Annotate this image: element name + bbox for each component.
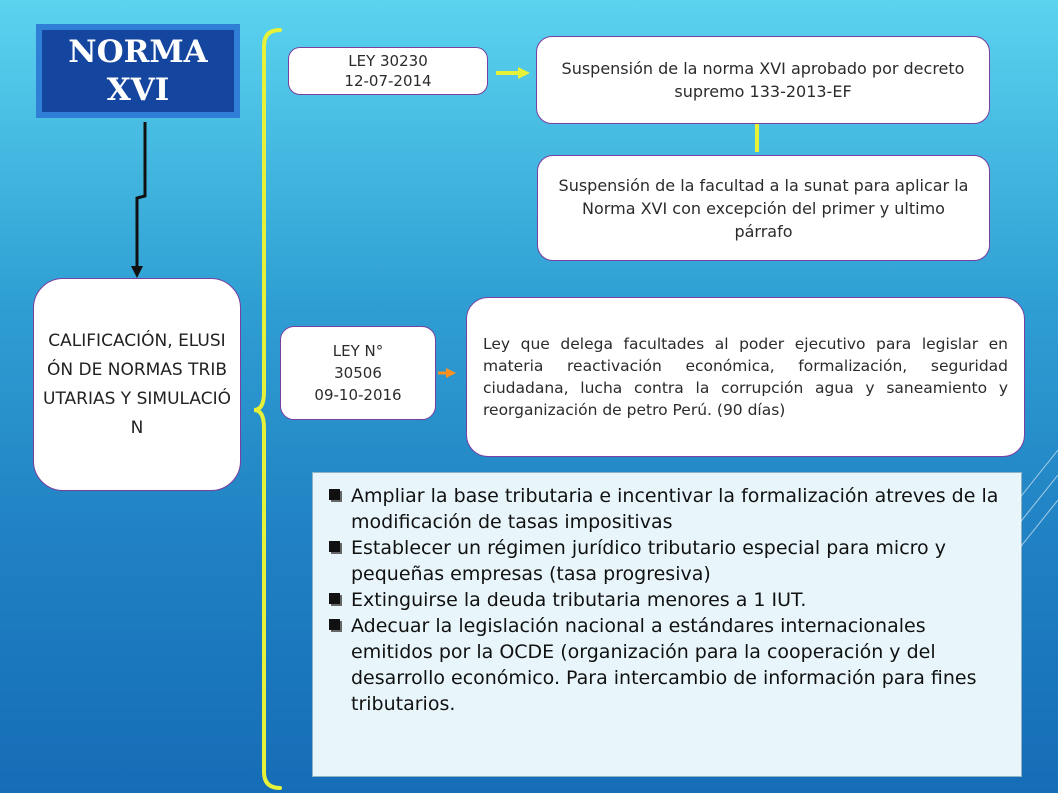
law-30230-date: 12-07-2014 xyxy=(344,72,432,90)
objective-text: Adecuar la legislación nacional a estándares internacionales emitidos por la OCDE (organización para la cooperación y del desarrollo económico. Para intercambio de información para fines tributarios. xyxy=(351,615,977,715)
law-30230-name: LEY 30230 xyxy=(348,52,428,70)
law-30506-date: 09-10-2016 xyxy=(314,386,402,404)
objective-text: Establecer un régimen jurídico tributario especial para micro y pequeñas empresas (tasa progresiva) xyxy=(351,537,946,585)
objectives-panel xyxy=(312,472,1022,777)
objective-item xyxy=(329,535,1007,587)
curly-bracket xyxy=(254,30,280,788)
law-30230-detail-2 xyxy=(537,155,990,261)
law-30506-number: 30506 xyxy=(334,364,382,382)
law-30230-detail-1 xyxy=(536,36,990,124)
law-30230-node xyxy=(288,47,488,95)
root-node xyxy=(33,278,241,491)
law-30230-detail-1-text: Suspensión de la norma XVI aprobado por decreto supremo 133-2013-EF xyxy=(561,59,965,101)
checkbox-bullet-icon xyxy=(329,541,340,552)
objective-text: Ampliar la base tributaria e incentivar la formalización atreves de la modificación de tasas impositivas xyxy=(351,485,999,533)
law-30506-name: LEY N° xyxy=(332,342,384,360)
objective-text: Extinguirse la deuda tributaria menores a 1 IUT. xyxy=(351,589,807,611)
title-text xyxy=(42,30,234,112)
title-box xyxy=(36,24,240,118)
law-30230-detail-2-text: Suspensión de la facultad a la sunat para aplicar la Norma XVI con excepción del primer y ultimo párrafo xyxy=(558,175,969,241)
title-to-root-arrowhead xyxy=(131,266,143,278)
checkbox-bullet-icon xyxy=(329,593,340,604)
objective-item xyxy=(329,587,1007,613)
root-node-label: CALIFICACIÓN, ELUSIÓN DE NORMAS TRIBUTARIAS Y SIMULACIÓN xyxy=(43,330,231,438)
law2-arrowhead xyxy=(446,368,456,378)
objective-item xyxy=(329,483,1007,535)
title-to-root-connector xyxy=(137,122,145,268)
checkbox-bullet-icon xyxy=(329,619,340,630)
law1-arrowhead xyxy=(518,67,530,79)
decorative-lines xyxy=(1018,430,1058,630)
title-line-1: NORMA xyxy=(68,34,208,70)
law-30506-detail xyxy=(466,297,1025,457)
title-line-2: XVI xyxy=(106,72,170,108)
objective-item xyxy=(329,613,1007,717)
checkbox-bullet-icon xyxy=(329,489,340,500)
law-30506-detail-text: Ley que delega facultades al poder ejecutivo para legislar en materia reactivación económica, formalización, seguridad ciudadana, lucha contra la corrupción agua y saneamiento y reorganización de petro Perú. (90 días) xyxy=(483,335,1008,419)
objectives-list xyxy=(329,483,1007,717)
law-30506-node xyxy=(280,326,436,420)
